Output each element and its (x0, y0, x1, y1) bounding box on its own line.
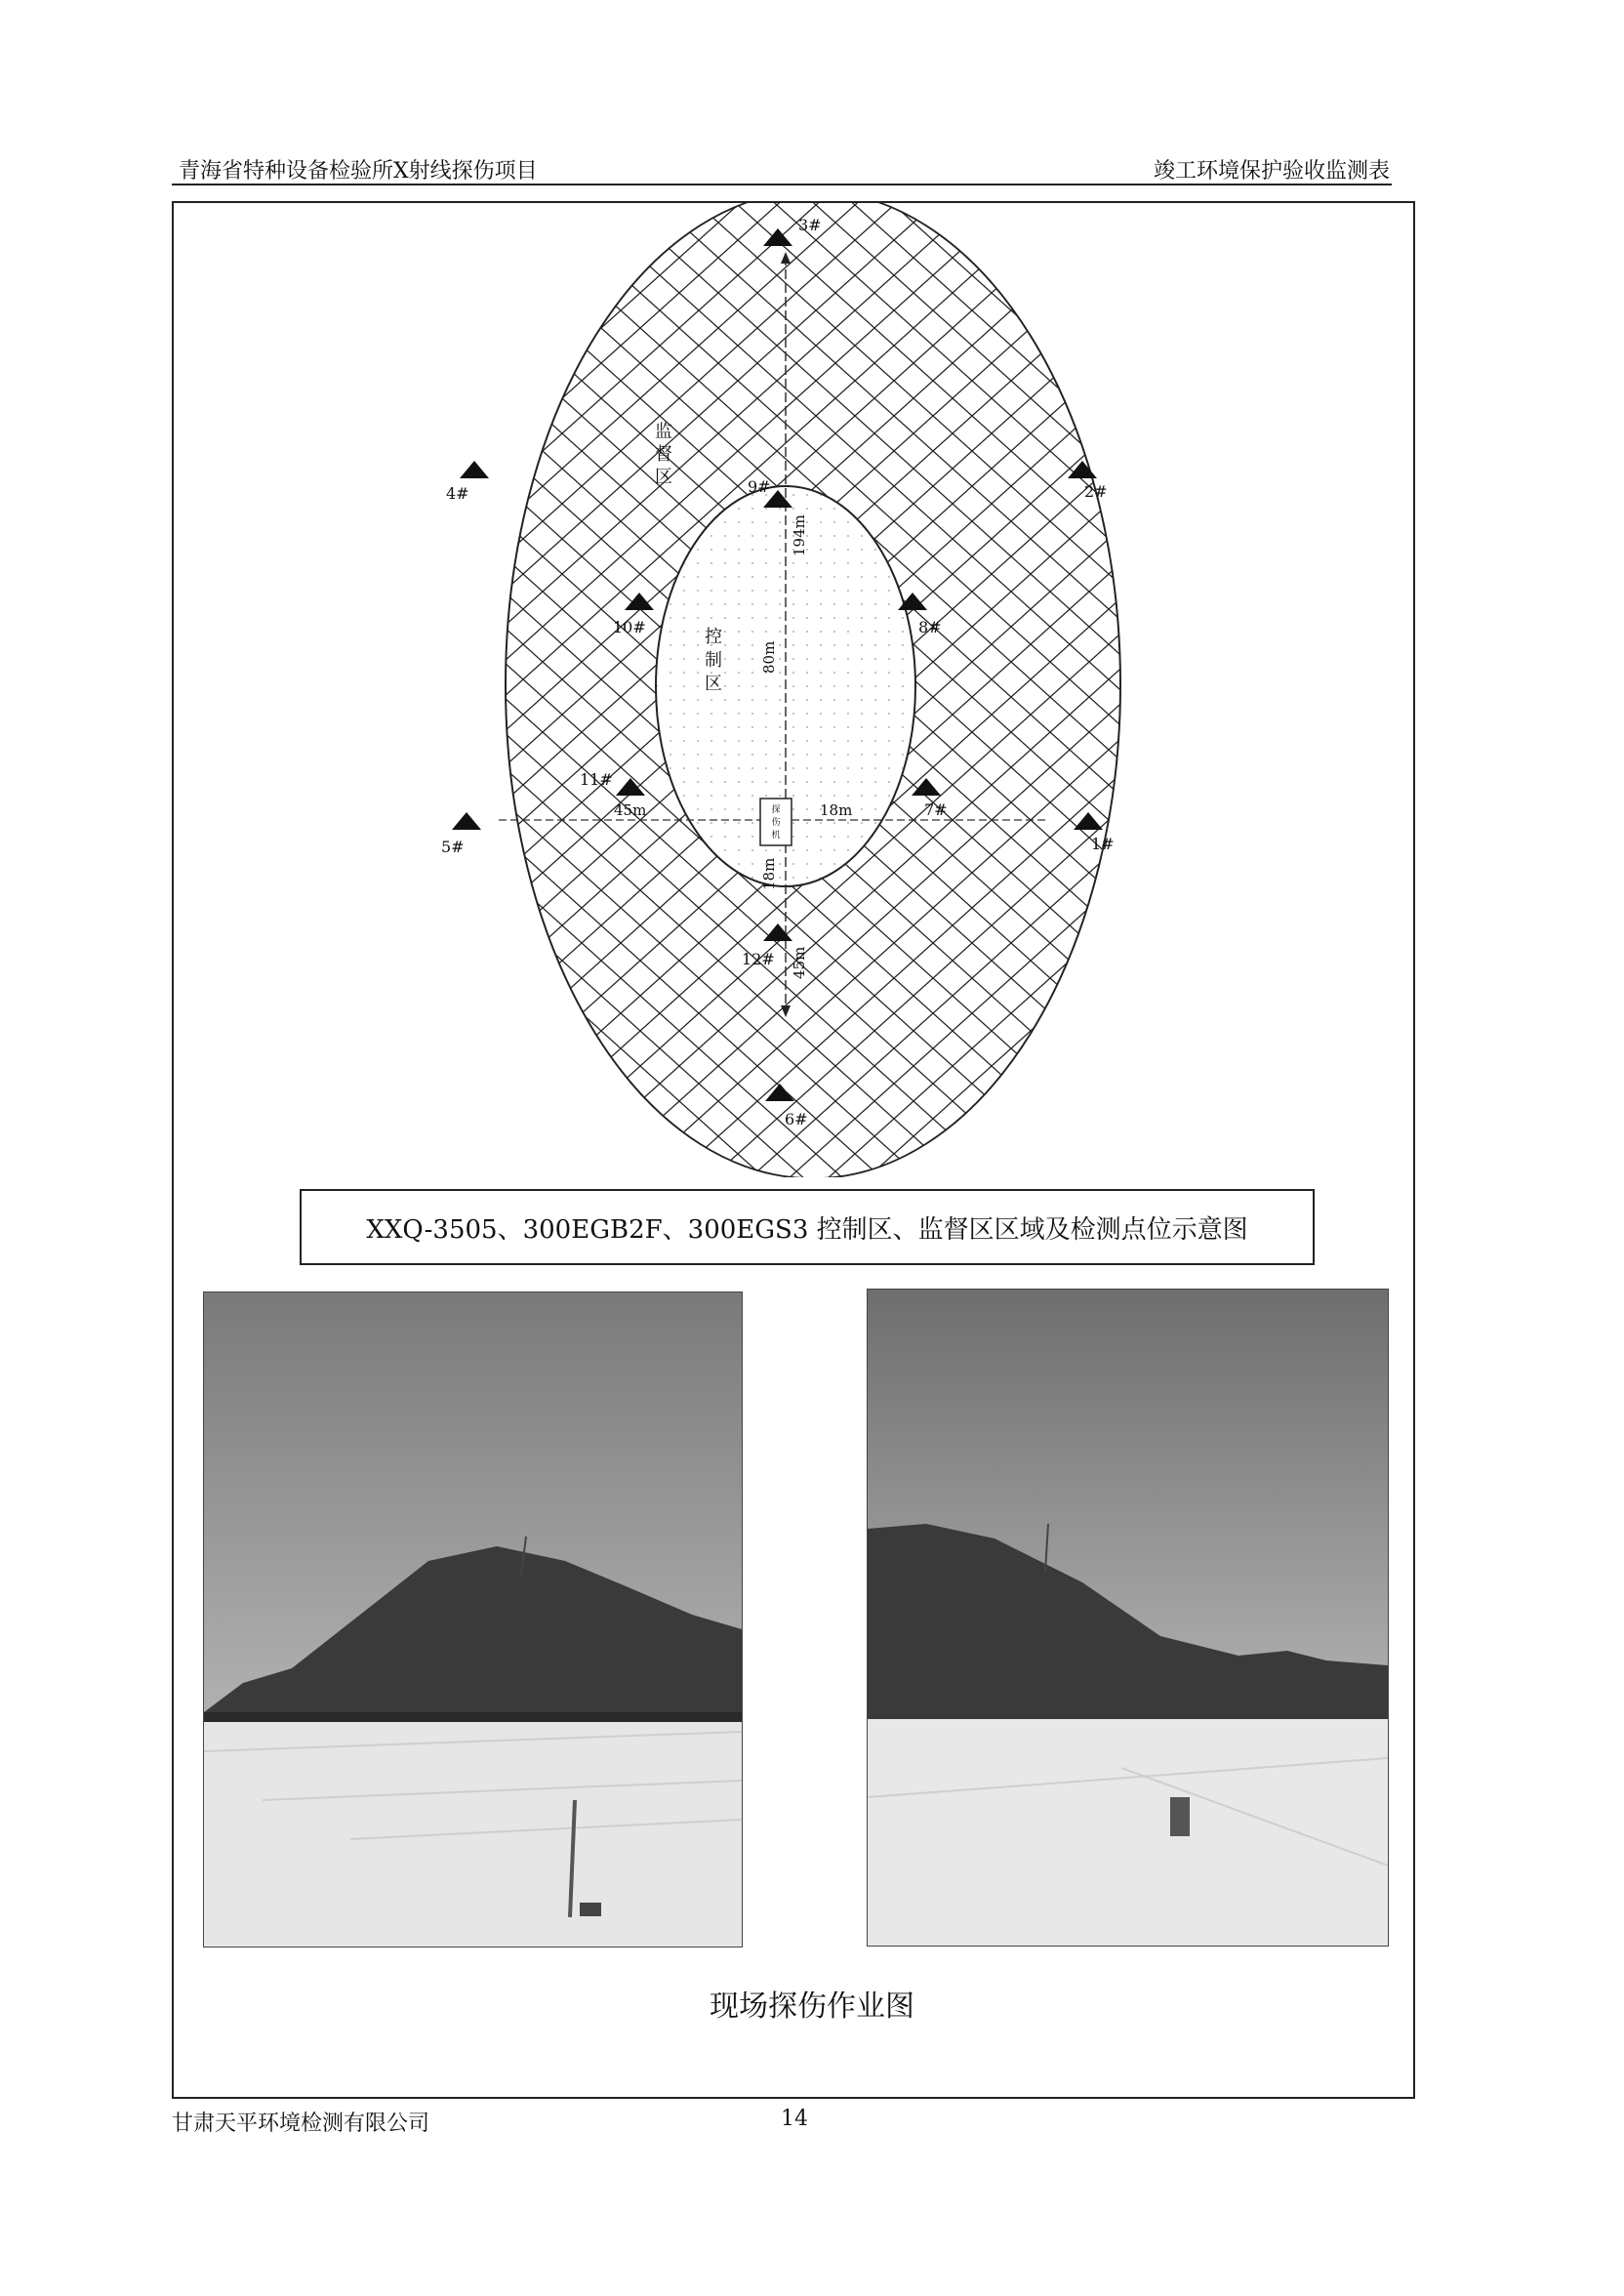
svg-text:伤: 伤 (771, 818, 781, 828)
svg-text:5#: 5# (441, 838, 465, 856)
dim-east-inner: 18m (820, 801, 853, 819)
svg-text:3#: 3# (798, 216, 822, 234)
supervised-zone-label (655, 422, 672, 487)
dim-north-inner: 80m (760, 640, 778, 674)
controlled-zone-label (705, 627, 722, 694)
dim-north-outer: 194m (791, 514, 808, 556)
svg-text:监: 监 (655, 422, 672, 442)
svg-text:4#: 4# (446, 484, 469, 503)
monitor-point-4 (446, 461, 489, 503)
site-photo-left (203, 1292, 743, 1948)
svg-text:9#: 9# (748, 477, 771, 496)
header-project-title: 青海省特种设备检验所X射线探伤项目 (179, 159, 538, 184)
svg-text:机: 机 (771, 831, 781, 840)
svg-text:8#: 8# (918, 618, 942, 636)
diagram-caption: XXQ-3505、300EGB2F、300EGS3 控制区、监督区区域及检测点位示意图 (300, 1189, 1315, 1265)
svg-text:6#: 6# (785, 1110, 808, 1128)
svg-text:10#: 10# (613, 618, 646, 636)
svg-text:2#: 2# (1084, 482, 1108, 501)
dim-west-outer: 45m (614, 801, 647, 819)
svg-text:制: 制 (705, 650, 722, 671)
zone-diagram (172, 201, 1415, 1177)
svg-text:探: 探 (771, 805, 781, 815)
svg-text:7#: 7# (924, 800, 948, 819)
svg-text:1#: 1# (1091, 835, 1115, 853)
svg-text:区: 区 (705, 674, 722, 694)
footer-company: 甘肃天平环境检测有限公司 (172, 2112, 430, 2136)
header-report-type: 竣工环境保护验收监测表 (1153, 159, 1390, 184)
header-rule (172, 184, 1392, 185)
svg-text:区: 区 (655, 467, 672, 487)
dim-south-outer: 45m (791, 946, 808, 979)
site-photo-right (867, 1289, 1389, 1947)
svg-text:12#: 12# (742, 950, 775, 968)
photo-caption: 现场探伤作业图 (710, 1989, 914, 2024)
xray-source (760, 799, 792, 845)
svg-text:督: 督 (655, 444, 672, 465)
svg-text:控: 控 (705, 627, 722, 647)
footer-page-number: 14 (781, 2107, 808, 2131)
dim-south-inner: 18m (760, 857, 778, 890)
svg-text:11#: 11# (580, 770, 613, 789)
monitor-point-5 (441, 812, 481, 856)
